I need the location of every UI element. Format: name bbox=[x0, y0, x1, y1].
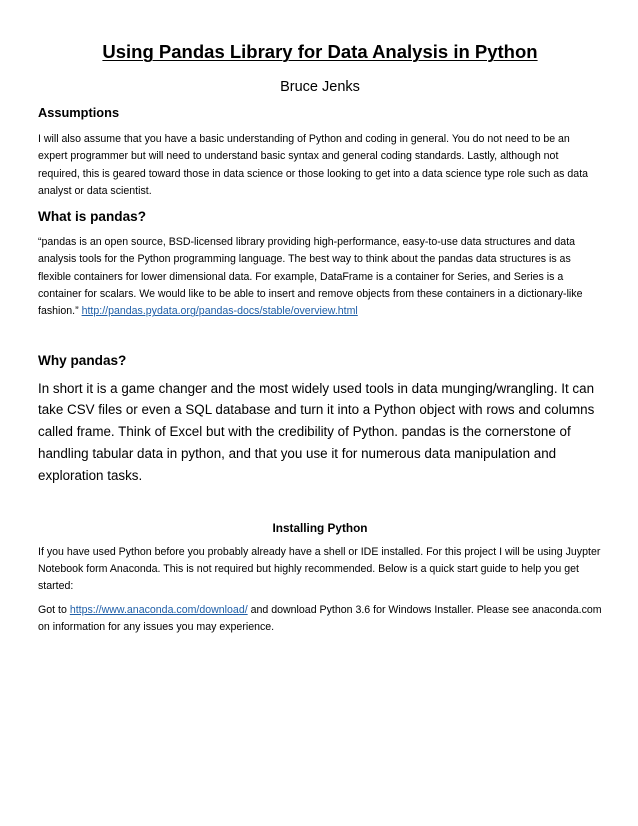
installing-python-section bbox=[38, 520, 602, 636]
assumptions-paragraph: I will also assume that you have a basic understanding of Python and coding in general. You do not need to be an expert programmer but will need to understand basic syntax and general coding standards. Lastly, although not required, this is geared toward those in data science or those looking to get into a data science type role such as data analyst or data scientist. bbox=[38, 133, 589, 197]
assumptions-heading: Assumptions bbox=[38, 105, 120, 120]
got-to-prefix: Got to bbox=[38, 603, 67, 616]
what-is-pandas-heading: What is pandas? bbox=[38, 209, 147, 225]
document-title: Using Pandas Library for Data Analysis in Python bbox=[102, 41, 538, 62]
what-is-pandas-quote: “pandas is an open source, BSD-licensed library providing high-performance, easy-to-use data structures and data analysis tools for the Python programming language. The best way to think about the pandas data structures is as flexible containers for lower dimensional data. For example, DataFrame is a container for Series, and Series is a container for scalars. We would like to be able to insert and remove objects from these containers in a dictionary-like fashion.” bbox=[38, 236, 583, 318]
what-is-pandas-paragraph bbox=[38, 234, 602, 320]
anaconda-download-link[interactable]: https://www.anaconda.com/download/ bbox=[69, 603, 248, 616]
assumptions-section bbox=[38, 104, 602, 200]
document-author: Bruce Jenks bbox=[280, 79, 360, 95]
what-is-pandas-section bbox=[38, 208, 602, 320]
installing-python-paragraph: If you have used Python before you probably already have a shell or IDE installed. For this project I will be using Juypter Notebook form Anaconda. This is not required but highly recommended. Below is a quick start guide to help you get started: bbox=[38, 545, 601, 593]
pandas-overview-link[interactable]: http://pandas.pydata.org/pandas-docs/stable/overview.html bbox=[81, 305, 358, 318]
why-pandas-heading: Why pandas? bbox=[38, 352, 127, 368]
why-pandas-paragraph: In short it is a game changer and the most widely used tools in data munging/wrangling. It can take CSV files or even a SQL database and turn it into a Python object with rows and columns called frame. Think of Excel but with the credibility of Python. pandas is the cornerstone of handling tabular data in python, and that you use it for numerous data manipulation and exploration tasks. bbox=[38, 380, 595, 483]
installing-python-heading: Installing Python bbox=[272, 520, 368, 535]
got-to-suffix: and download Python 3.6 for Windows Installer. Please see anaconda.com on information for any issues you may experience. bbox=[38, 603, 602, 633]
why-pandas-section bbox=[38, 352, 602, 487]
download-instructions-paragraph bbox=[38, 602, 602, 637]
